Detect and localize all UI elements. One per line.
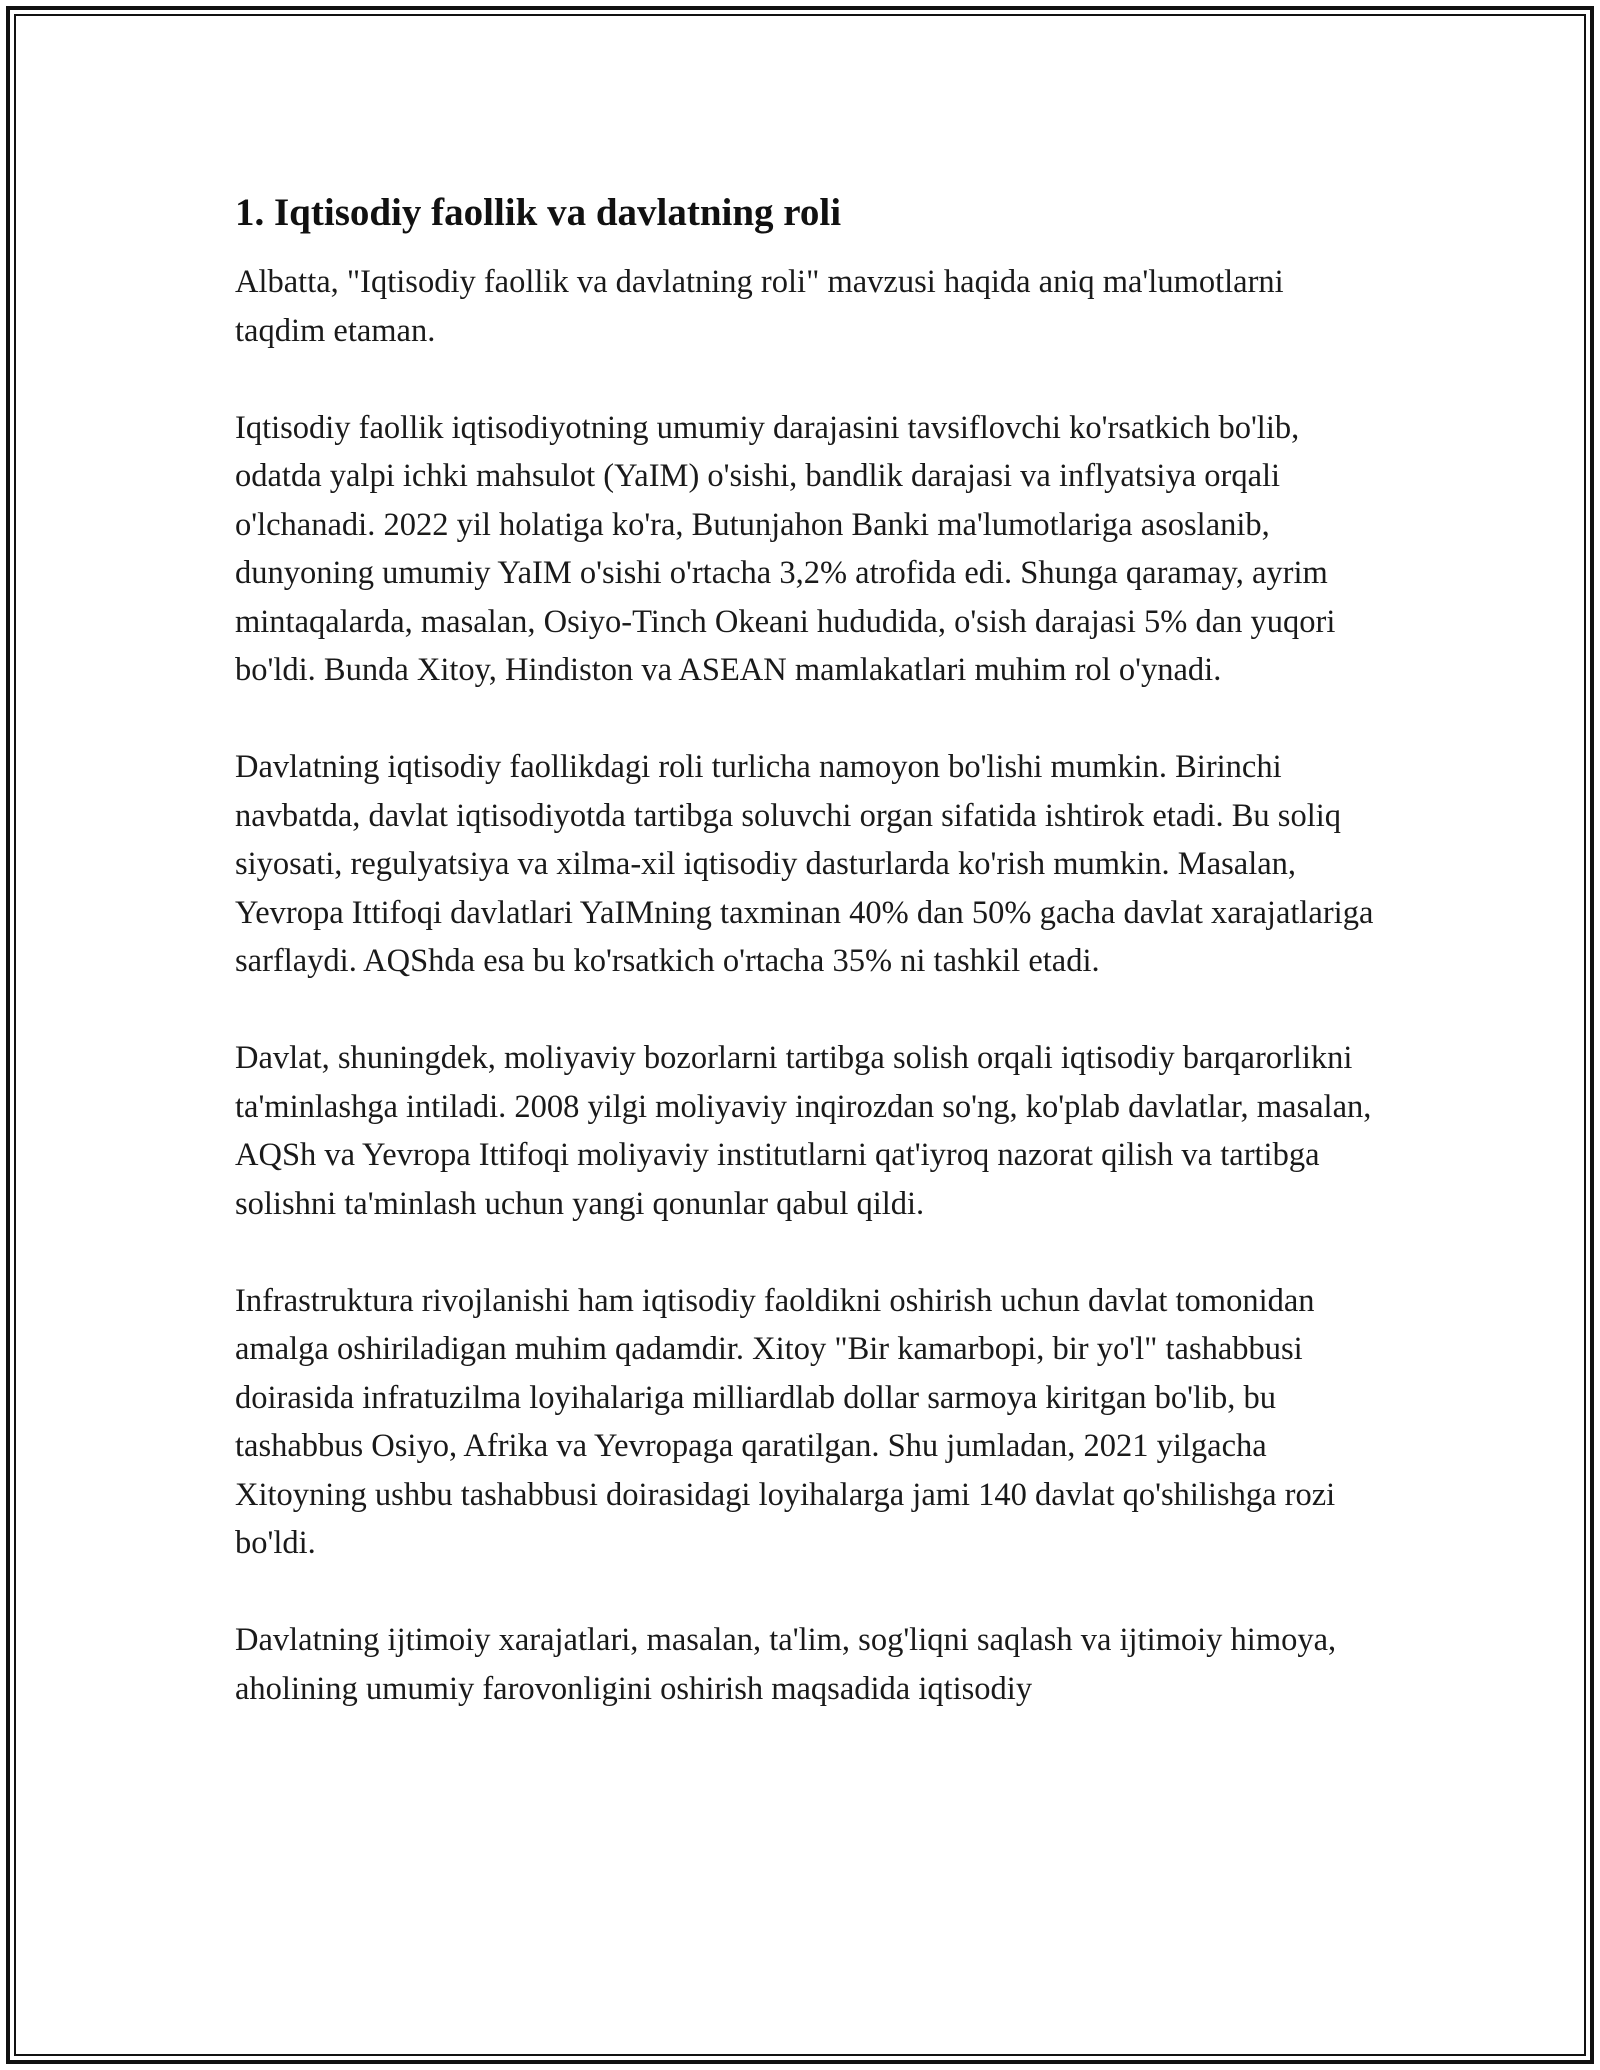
paragraph-financial-regulation: Davlat, shuningdek, moliyaviy bozorlarni tartibga solish orqali iqtisodiy barqarorlikni ta'minlashga intiladi. 2008 yilgi moliyaviy inqirozdan so'ng, ko'plab davlatlar, masalan, AQSh va Yevropa Ittifoqi moliyaviy institutlarni qat'iyroq nazorat qilish va tartibga solishni ta'minlash uchun yangi qonunlar qabul qildi. [235, 1040, 1372, 1222]
paragraph-state-role: Davlatning iqtisodiy faollikdagi roli turlicha namoyon bo'lishi mumkin. Birinchi navbatda, davlat iqtisodiyotda tartibga soluvchi organ sifatida ishtirok etadi. Bu soliq siyosati, regulyatsiya va xilma-xil iqtisodiy dasturlarda ko'rish mumkin. Masalan, Yevropa Ittifoqi davlatlari YaIMning taxminan 40% dan 50% gacha davlat xarajatlariga sarflaydi. AQShda esa bu ko'rsatkich o'rtacha 35% ni tashkil etadi. [235, 749, 1374, 979]
paragraph-intro: Albatta, "Iqtisodiy faollik va davlatning roli" mavzusi haqida aniq ma'lumotlarni taqdim etaman. [235, 264, 1284, 349]
paragraph-infrastructure: Infrastruktura rivojlanishi ham iqtisodiy faoldikni oshirish uchun davlat tomonidan amalga oshiriladigan muhim qadamdir. Xitoy "Bir kamarbopi, bir yo'l" tashabbusi doirasida infratuzilma loyihalariga milliardlab dollar sarmoya kiritgan bo'lib, bu tashabbus Osiyo, Afrika va Yevropaga qaratilgan. Shu jumladan, 2021 yilgacha Xitoyning ushbu tashabbusi doirasidagi loyihalarga jami 140 davlat qo'shilishga rozi bo'ldi. [235, 1282, 1336, 1561]
paragraph-social-spending: Davlatning ijtimoiy xarajatlari, masalan, ta'lim, sog'liqni saqlash va ijtimoiy himoya, aholining umumiy farovonligini oshirish maqsadida iqtisodiy [235, 1622, 1337, 1707]
document-body [235, 186, 1375, 1762]
document-title: 1. Iqtisodiy faollik va davlatning roli [235, 191, 842, 234]
paragraph-economic-activity: Iqtisodiy faollik iqtisodiyotning umumiy darajasini tavsiflovchi ko'rsatkich bo'lib, odatda yalpi ichki mahsulot (YaIM) o'sishi, bandlik darajasi va inflyatsiya orqali o'lchanadi. 2022 yil holatiga ko'ra, Butunjahon Banki ma'lumotlariga asoslanib, dunyoning umumiy YaIM o'sishi o'rtacha 3,2% atrofida edi. Shunga qaramay, ayrim mintaqalarda, masalan, Osiyo-Tinch Okeani hududida, o'sish darajasi 5% dan yuqori bo'ldi. Bunda Xitoy, Hindiston va ASEAN mamlakatlari muhim rol o'ynadi. [235, 409, 1336, 688]
